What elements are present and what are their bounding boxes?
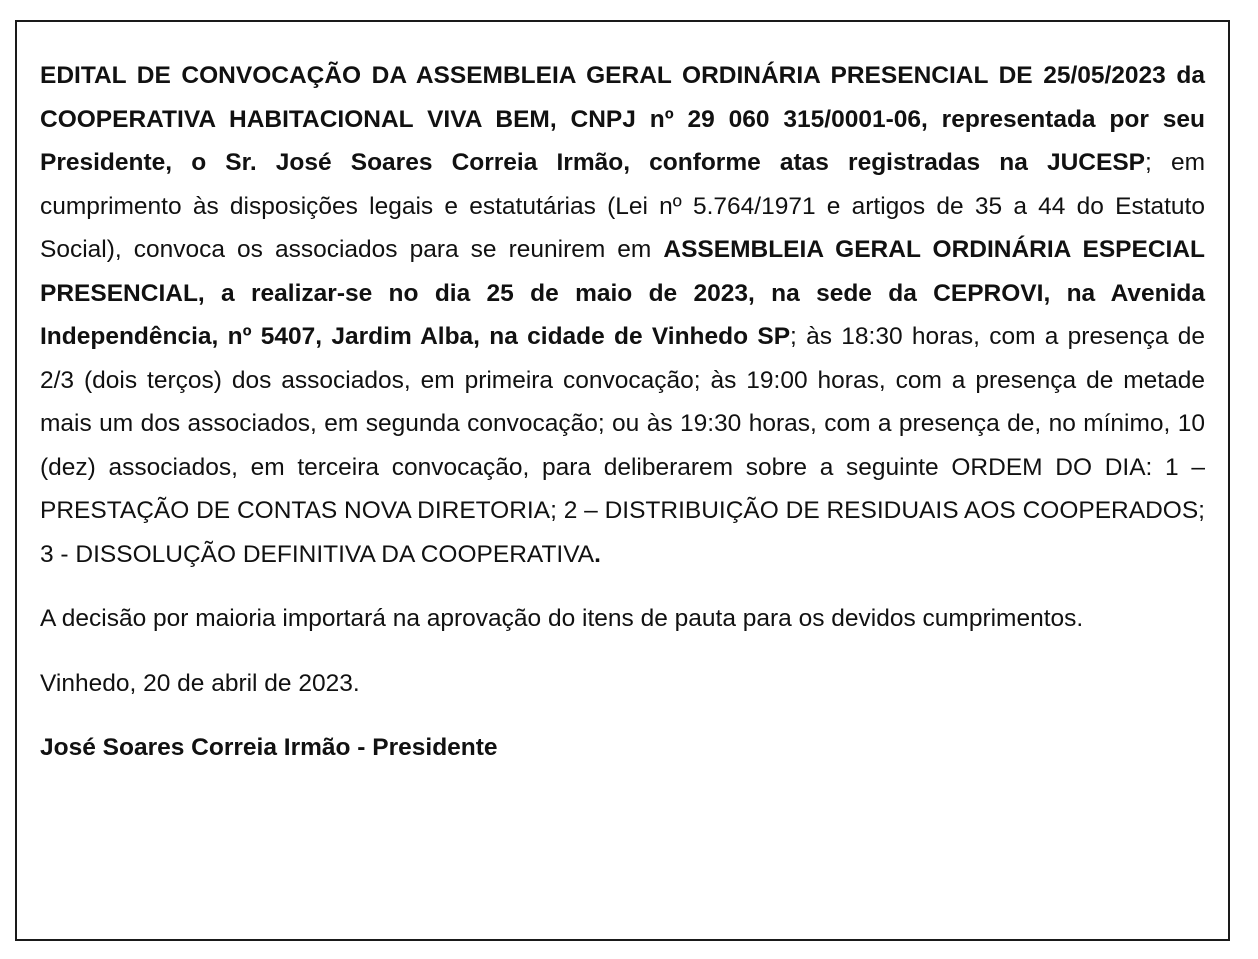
- decision-paragraph: A decisão por maioria importará na aprovação do itens de pauta para os devidos cumprimentos.: [40, 605, 1084, 632]
- final-period: .: [594, 540, 601, 568]
- date-line: Vinhedo, 20 de abril de 2023.: [40, 669, 360, 697]
- notice-box: [15, 20, 1230, 941]
- assembly-details-bold: ASSEMBLEIA GERAL ORDINÁRIA ESPECIAL PRESENCIAL, a realizar-se no dia 25 de maio de 2023, na sede da CEPROVI, na Avenida Independência, nº 5407, Jardim Alba, na cidade de Vinhedo SP: [40, 236, 1205, 350]
- signature-text: José Soares Correia Irmão - Presidente: [40, 734, 498, 761]
- schedule-and-agenda-text: ; às 18:30 horas, com a presença de 2/3 (dois terços) dos associados, em primeira convocação; às 19:00 horas, com a presença de metade mais um dos associados, em segunda convocação; ou às 19:30 horas, com a presença de, no mínimo, 10 (dez) associados, em terceira convocação, para deliberarem sobre a seguinte ORDEM DO DIA: 1 – PRESTAÇÃO DE CONTAS NOVA DIRETORIA; 2 – DISTRIBUIÇÃO DE RESIDUAIS AOS COOPERADOS; 3 - DISSOLUÇÃO DEFINITIVA DA COOPERATIVA: [40, 323, 1205, 568]
- convocation-paragraph: [40, 54, 1205, 576]
- legal-provisions-text: ; em cumprimento às disposições legais e estatutárias (Lei nº 5.764/1971 e artigos de 35 a 44 do Estatuto Social), convoca os associados para se reunirem em: [40, 149, 1205, 263]
- signature-line: [40, 726, 1205, 770]
- notice-title-bold: EDITAL DE CONVOCAÇÃO DA ASSEMBLEIA GERAL ORDINÁRIA PRESENCIAL DE 25/05/2023 da COOPERATIVA HABITACIONAL VIVA BEM, CNPJ nº 29 060 315/0001-06, representada por seu Presidente, o Sr. José Soares Correia Irmão, conforme atas registradas na JUCESP: [40, 62, 1205, 176]
